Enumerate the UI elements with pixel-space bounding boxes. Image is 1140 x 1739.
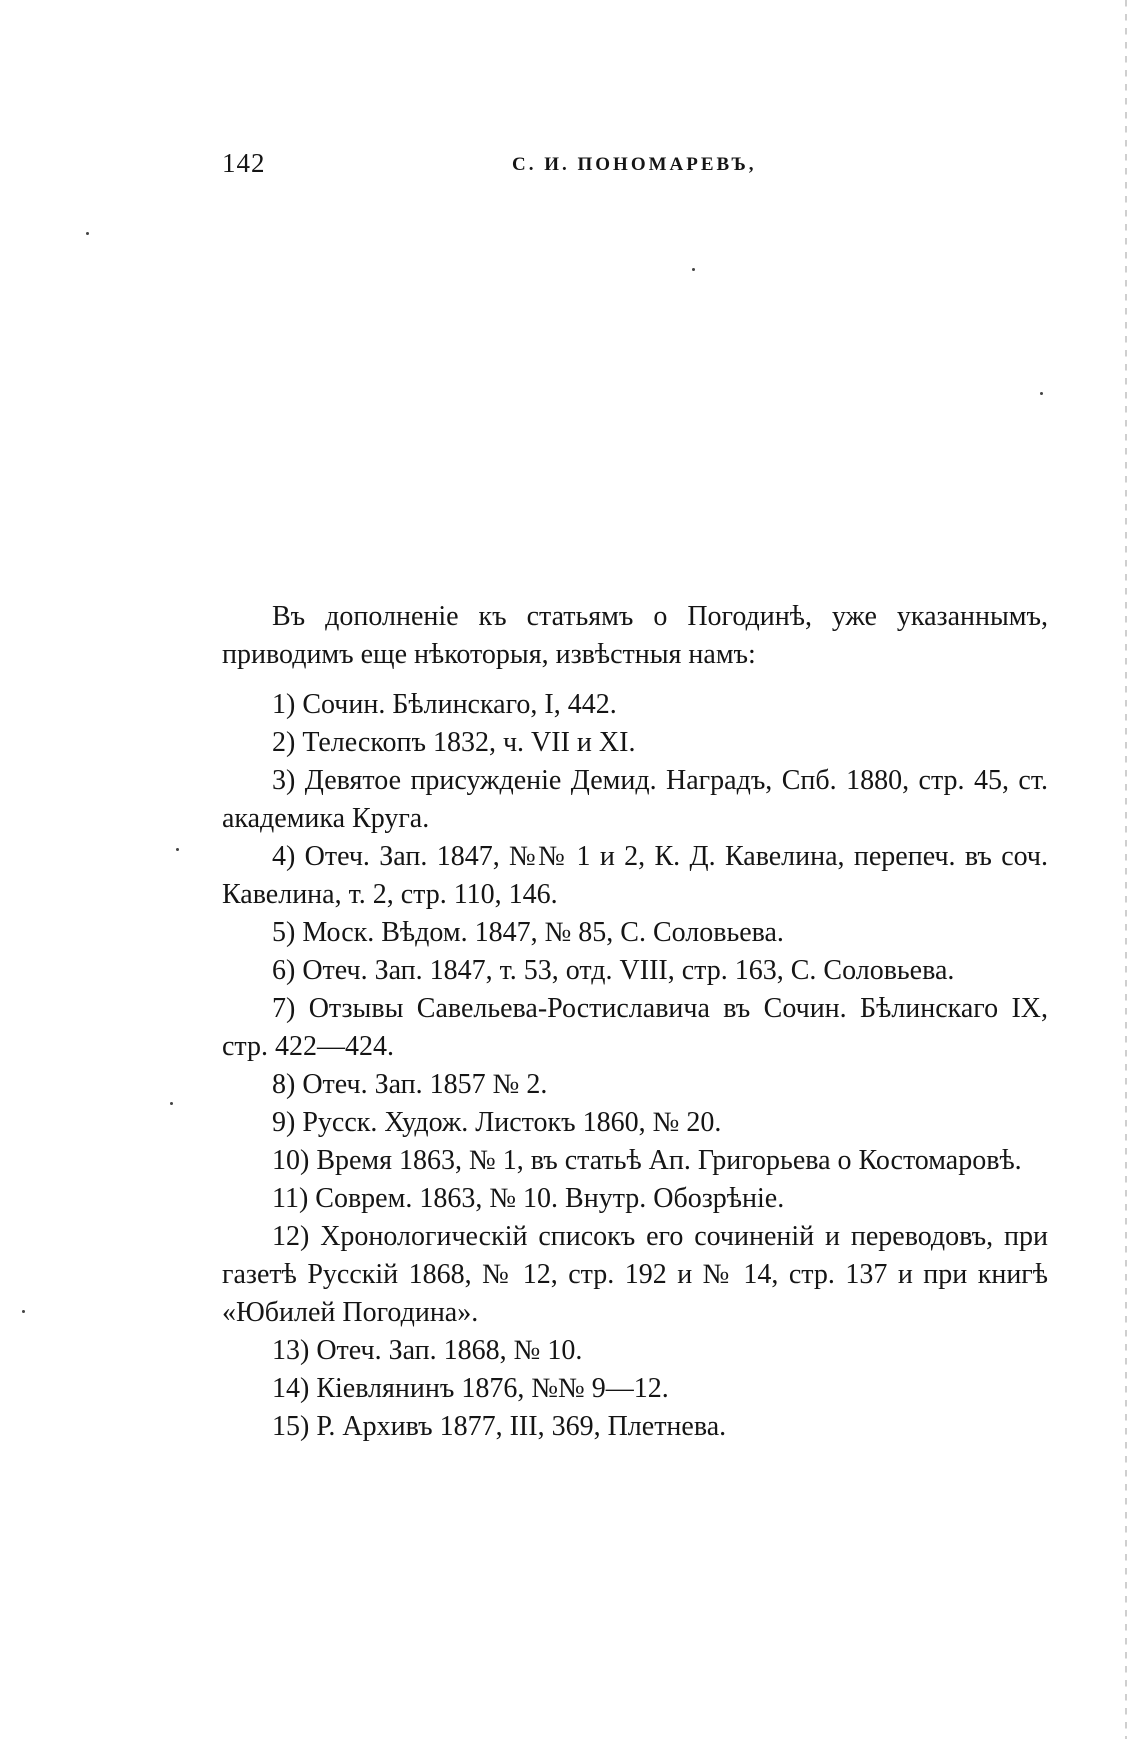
- reference-item: 4) Отеч. Зап. 1847, №№ 1 и 2, К. Д. Кавелина, перепеч. въ соч. Кавелина, т. 2, стр. 110, 146.: [222, 841, 1048, 910]
- print-speck: [1040, 392, 1043, 395]
- reference-item: 3) Девятое присужденіе Демид. Наградъ, Спб. 1880, стр. 45, ст. академика Круга.: [222, 765, 1048, 834]
- reference-item: 9) Русск. Худож. Листокъ 1860, № 20.: [272, 1107, 722, 1138]
- intro-paragraph: Въ дополненіе къ статьямъ о Погодинѣ, уже указаннымъ, приводимъ еще нѣкоторыя, извѣстныя намъ:: [222, 601, 1048, 670]
- reference-item: 2) Телескопъ 1832, ч. VII и XI.: [272, 727, 636, 758]
- reference-item: 11) Соврем. 1863, № 10. Внутр. Обозрѣніе.: [272, 1183, 785, 1214]
- page-number: 142: [222, 148, 266, 178]
- reference-item: 7) Отзывы Савельева-Ростиславича въ Сочин. Бѣлинскаго IX, стр. 422—424.: [222, 993, 1048, 1062]
- print-speck: [22, 1310, 25, 1313]
- reference-item: 12) Хронологическій списокъ его сочиненій и переводовъ, при газетѣ Русскій 1868, № 12, стр. 192 и № 14, стр. 137 и при книгѣ «Юбилей Погодина».: [222, 1221, 1048, 1328]
- print-speck: [176, 848, 179, 851]
- reference-item: 1) Сочин. Бѣлинскаго, I, 442.: [272, 689, 617, 720]
- reference-item: 13) Отеч. Зап. 1868, № 10.: [272, 1335, 583, 1366]
- reference-item: 8) Отеч. Зап. 1857 № 2.: [272, 1069, 548, 1100]
- print-speck: [170, 1102, 173, 1105]
- page-header: [222, 148, 1052, 188]
- reference-item: 5) Моск. Вѣдом. 1847, № 85, С. Соловьева.: [272, 917, 784, 948]
- main-text: [222, 598, 1048, 1446]
- reference-item: 15) Р. Архивъ 1877, III, 369, Плетнева.: [272, 1411, 727, 1442]
- print-speck: [692, 268, 695, 271]
- reference-item: 10) Время 1863, № 1, въ статьѣ Ап. Григорьева о Костомаровѣ.: [272, 1145, 1022, 1176]
- scan-edge: [1125, 0, 1127, 1739]
- reference-item: 14) Кіевлянинъ 1876, №№ 9—12.: [272, 1373, 669, 1404]
- print-speck: [86, 232, 89, 235]
- running-head: С. И. ПОНОМАРЕВЪ,: [512, 154, 757, 175]
- reference-item: 6) Отеч. Зап. 1847, т. 53, отд. VIII, стр. 163, С. Соловьева.: [272, 955, 955, 986]
- reference-list: [222, 686, 1048, 1446]
